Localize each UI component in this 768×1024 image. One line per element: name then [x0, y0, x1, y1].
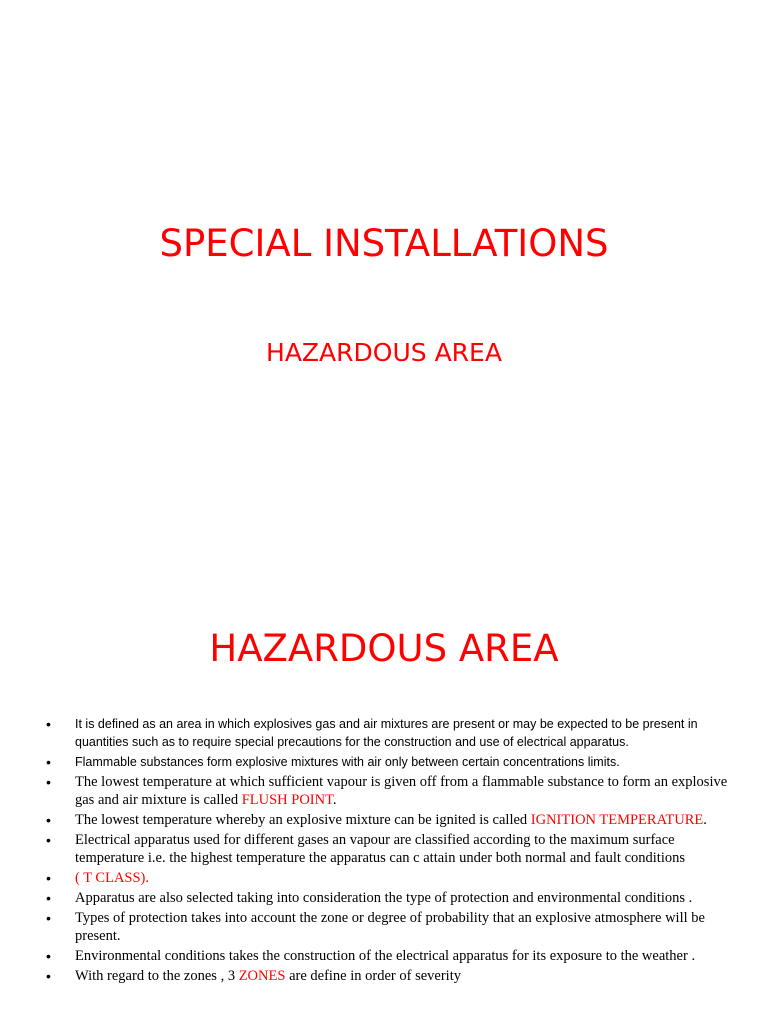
bullet-text: Electrical apparatus used for different gases an vapour are classified according to the maximum surface temperature i.e. the highest temperature the apparatus can c attain under both normal and fault conditions — [75, 832, 685, 866]
highlight-term: ZONES — [238, 968, 286, 984]
bullet-text: It is defined as an area in which explosives gas and air mixtures are present or may be expected to be present in quantities such as to require special precautions for the construction and use of electrical apparatus. — [75, 717, 698, 749]
bullet-item — [40, 753, 730, 771]
bullet-text-end: . — [703, 812, 707, 828]
bullet-text-end: . — [332, 792, 337, 808]
bullet-text: The lowest temperature whereby an explosive mixture can be ignited is called — [75, 812, 531, 828]
bullet-text: Flammable substances form explosive mixtures with air only between certain concentrations limits. — [75, 755, 620, 769]
highlight-term: IGNITION TEMPERATURE — [530, 812, 704, 828]
slide-title: HAZARDOUS AREA — [209, 627, 559, 670]
highlight-term: ( T CLASS). — [75, 870, 149, 886]
bullet-text-end: are define in order of severity — [285, 968, 461, 984]
bullet-text: Types of protection takes into account the zone or degree of probability that an explosive atmosphere will be present. — [75, 910, 705, 944]
content-slide — [0, 576, 768, 1024]
bullet-text: With regard to the zones , 3 — [75, 968, 239, 984]
bullet-item — [40, 831, 730, 867]
bullet-text: Apparatus are also selected taking into consideration the type of protection and environmental conditions . — [75, 890, 693, 906]
bullet-item — [40, 909, 730, 945]
slide-subtitle: HAZARDOUS AREA — [266, 338, 502, 367]
bullet-item — [40, 947, 730, 965]
bullet-item — [40, 773, 730, 809]
bullet-list — [40, 715, 730, 987]
bullet-item — [40, 869, 730, 887]
bullet-item — [40, 715, 730, 751]
bullet-item — [40, 889, 730, 907]
bullet-text: Environmental conditions takes the construction of the electrical apparatus for its exposure to the weather . — [75, 948, 696, 964]
slide-title: SPECIAL INSTALLATIONS — [159, 222, 609, 265]
highlight-term: FLUSH POINT — [241, 792, 333, 808]
bullet-item — [40, 811, 730, 829]
bullet-item — [40, 967, 730, 985]
bullet-text: The lowest temperature at which sufficient vapour is given off from a flammable substance to form an explosive gas and air mixture is called — [75, 774, 728, 808]
